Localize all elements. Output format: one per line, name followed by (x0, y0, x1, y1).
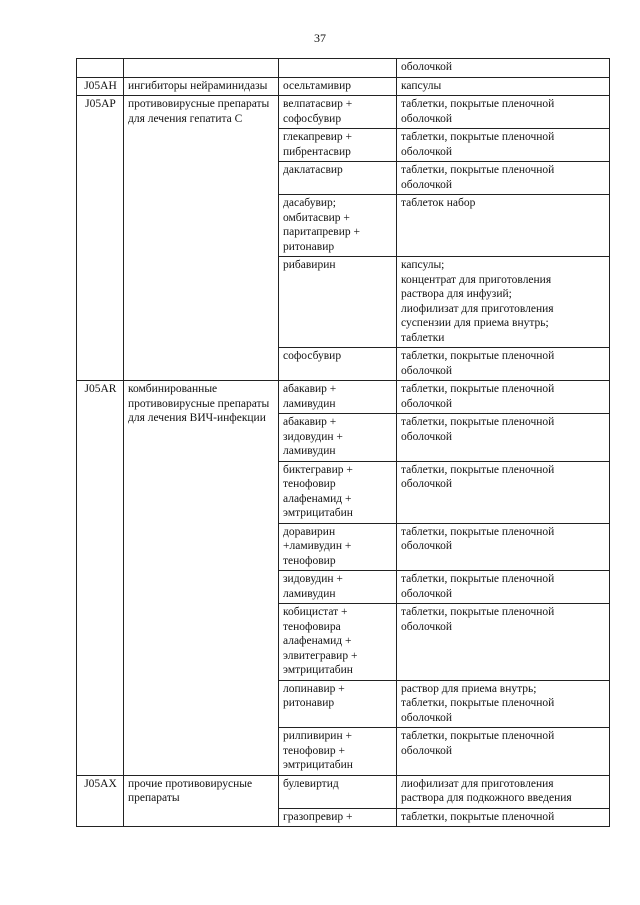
table-row (77, 96, 610, 129)
dosage-form-cell: таблетки, покрытые пленочной оболочкой (397, 728, 610, 776)
drug-name-cell: дасабувир; омбитасвир + паритапревир + ритонавир (279, 195, 397, 257)
dosage-form-cell: таблетки, покрытые пленочной оболочкой (397, 461, 610, 523)
atc-code-cell: J05AH (77, 77, 124, 96)
drug-name-cell: абакавир + зидовудин + ламивудин (279, 414, 397, 462)
atc-code-cell: J05AR (77, 381, 124, 776)
group-name-cell: ингибиторы нейраминидазы (124, 77, 279, 96)
dosage-form-cell: лиофилизат для приготовления раствора для подкожного введения (397, 775, 610, 808)
drug-name-cell: глекапревир + пибрентасвир (279, 129, 397, 162)
dosage-form-cell: капсулы (397, 77, 610, 96)
group-name-cell (124, 59, 279, 78)
dosage-form-cell: таблетки, покрытые пленочной оболочкой (397, 604, 610, 681)
drug-name-cell: зидовудин + ламивудин (279, 571, 397, 604)
atc-code-cell: J05AP (77, 96, 124, 381)
table-row (77, 77, 610, 96)
dosage-form-cell: таблетки, покрытые пленочной оболочкой (397, 129, 610, 162)
table-row (77, 59, 610, 78)
drug-name-cell (279, 59, 397, 78)
drug-table (76, 58, 610, 827)
drug-name-cell: рибавирин (279, 257, 397, 348)
dosage-form-cell: капсулы; концентрат для приготовления раствора для инфузий; лиофилизат для приготовления суспензии для приема внутрь; таблетки (397, 257, 610, 348)
atc-code-cell (77, 59, 124, 78)
page-number: 37 (314, 31, 326, 45)
table-row (77, 775, 610, 808)
dosage-form-cell: таблетки, покрытые пленочной оболочкой (397, 523, 610, 571)
dosage-form-cell: раствор для приема внутрь; таблетки, покрытые пленочной оболочкой (397, 680, 610, 728)
dosage-form-cell: таблетки, покрытые пленочной оболочкой (397, 162, 610, 195)
dosage-form-cell: таблетки, покрытые пленочной оболочкой (397, 381, 610, 414)
dosage-form-cell: таблетки, покрытые пленочной (397, 808, 610, 827)
drug-name-cell: велпатасвир + софосбувир (279, 96, 397, 129)
drug-name-cell: абакавир + ламивудин (279, 381, 397, 414)
drug-name-cell: гразопревир + (279, 808, 397, 827)
drug-name-cell: булевиртид (279, 775, 397, 808)
dosage-form-cell: таблетки, покрытые пленочной оболочкой (397, 414, 610, 462)
drug-name-cell: доравирин +ламивудин + тенофовир (279, 523, 397, 571)
drug-name-cell: софосбувир (279, 348, 397, 381)
drug-name-cell: кобицистат + тенофовира алафенамид + элвитегравир + эмтрицитабин (279, 604, 397, 681)
drug-name-cell: осельтамивир (279, 77, 397, 96)
drug-name-cell: даклатасвир (279, 162, 397, 195)
dosage-form-cell: таблетки, покрытые пленочной оболочкой (397, 571, 610, 604)
dosage-form-cell: таблетки, покрытые пленочной оболочкой (397, 96, 610, 129)
drug-name-cell: биктегравир + тенофовир алафенамид + эмтрицитабин (279, 461, 397, 523)
drug-name-cell: рилпивирин + тенофовир + эмтрицитабин (279, 728, 397, 776)
dosage-form-cell: таблетки, покрытые пленочной оболочкой (397, 348, 610, 381)
drug-name-cell: лопинавир + ритонавир (279, 680, 397, 728)
table-row (77, 381, 610, 414)
group-name-cell: прочие противовирусные препараты (124, 775, 279, 827)
dosage-form-cell: оболочкой (397, 59, 610, 78)
group-name-cell: противовирусные препараты для лечения гепатита С (124, 96, 279, 381)
group-name-cell: комбинированные противовирусные препараты для лечения ВИЧ-инфекции (124, 381, 279, 776)
atc-code-cell: J05AX (77, 775, 124, 827)
dosage-form-cell: таблеток набор (397, 195, 610, 257)
